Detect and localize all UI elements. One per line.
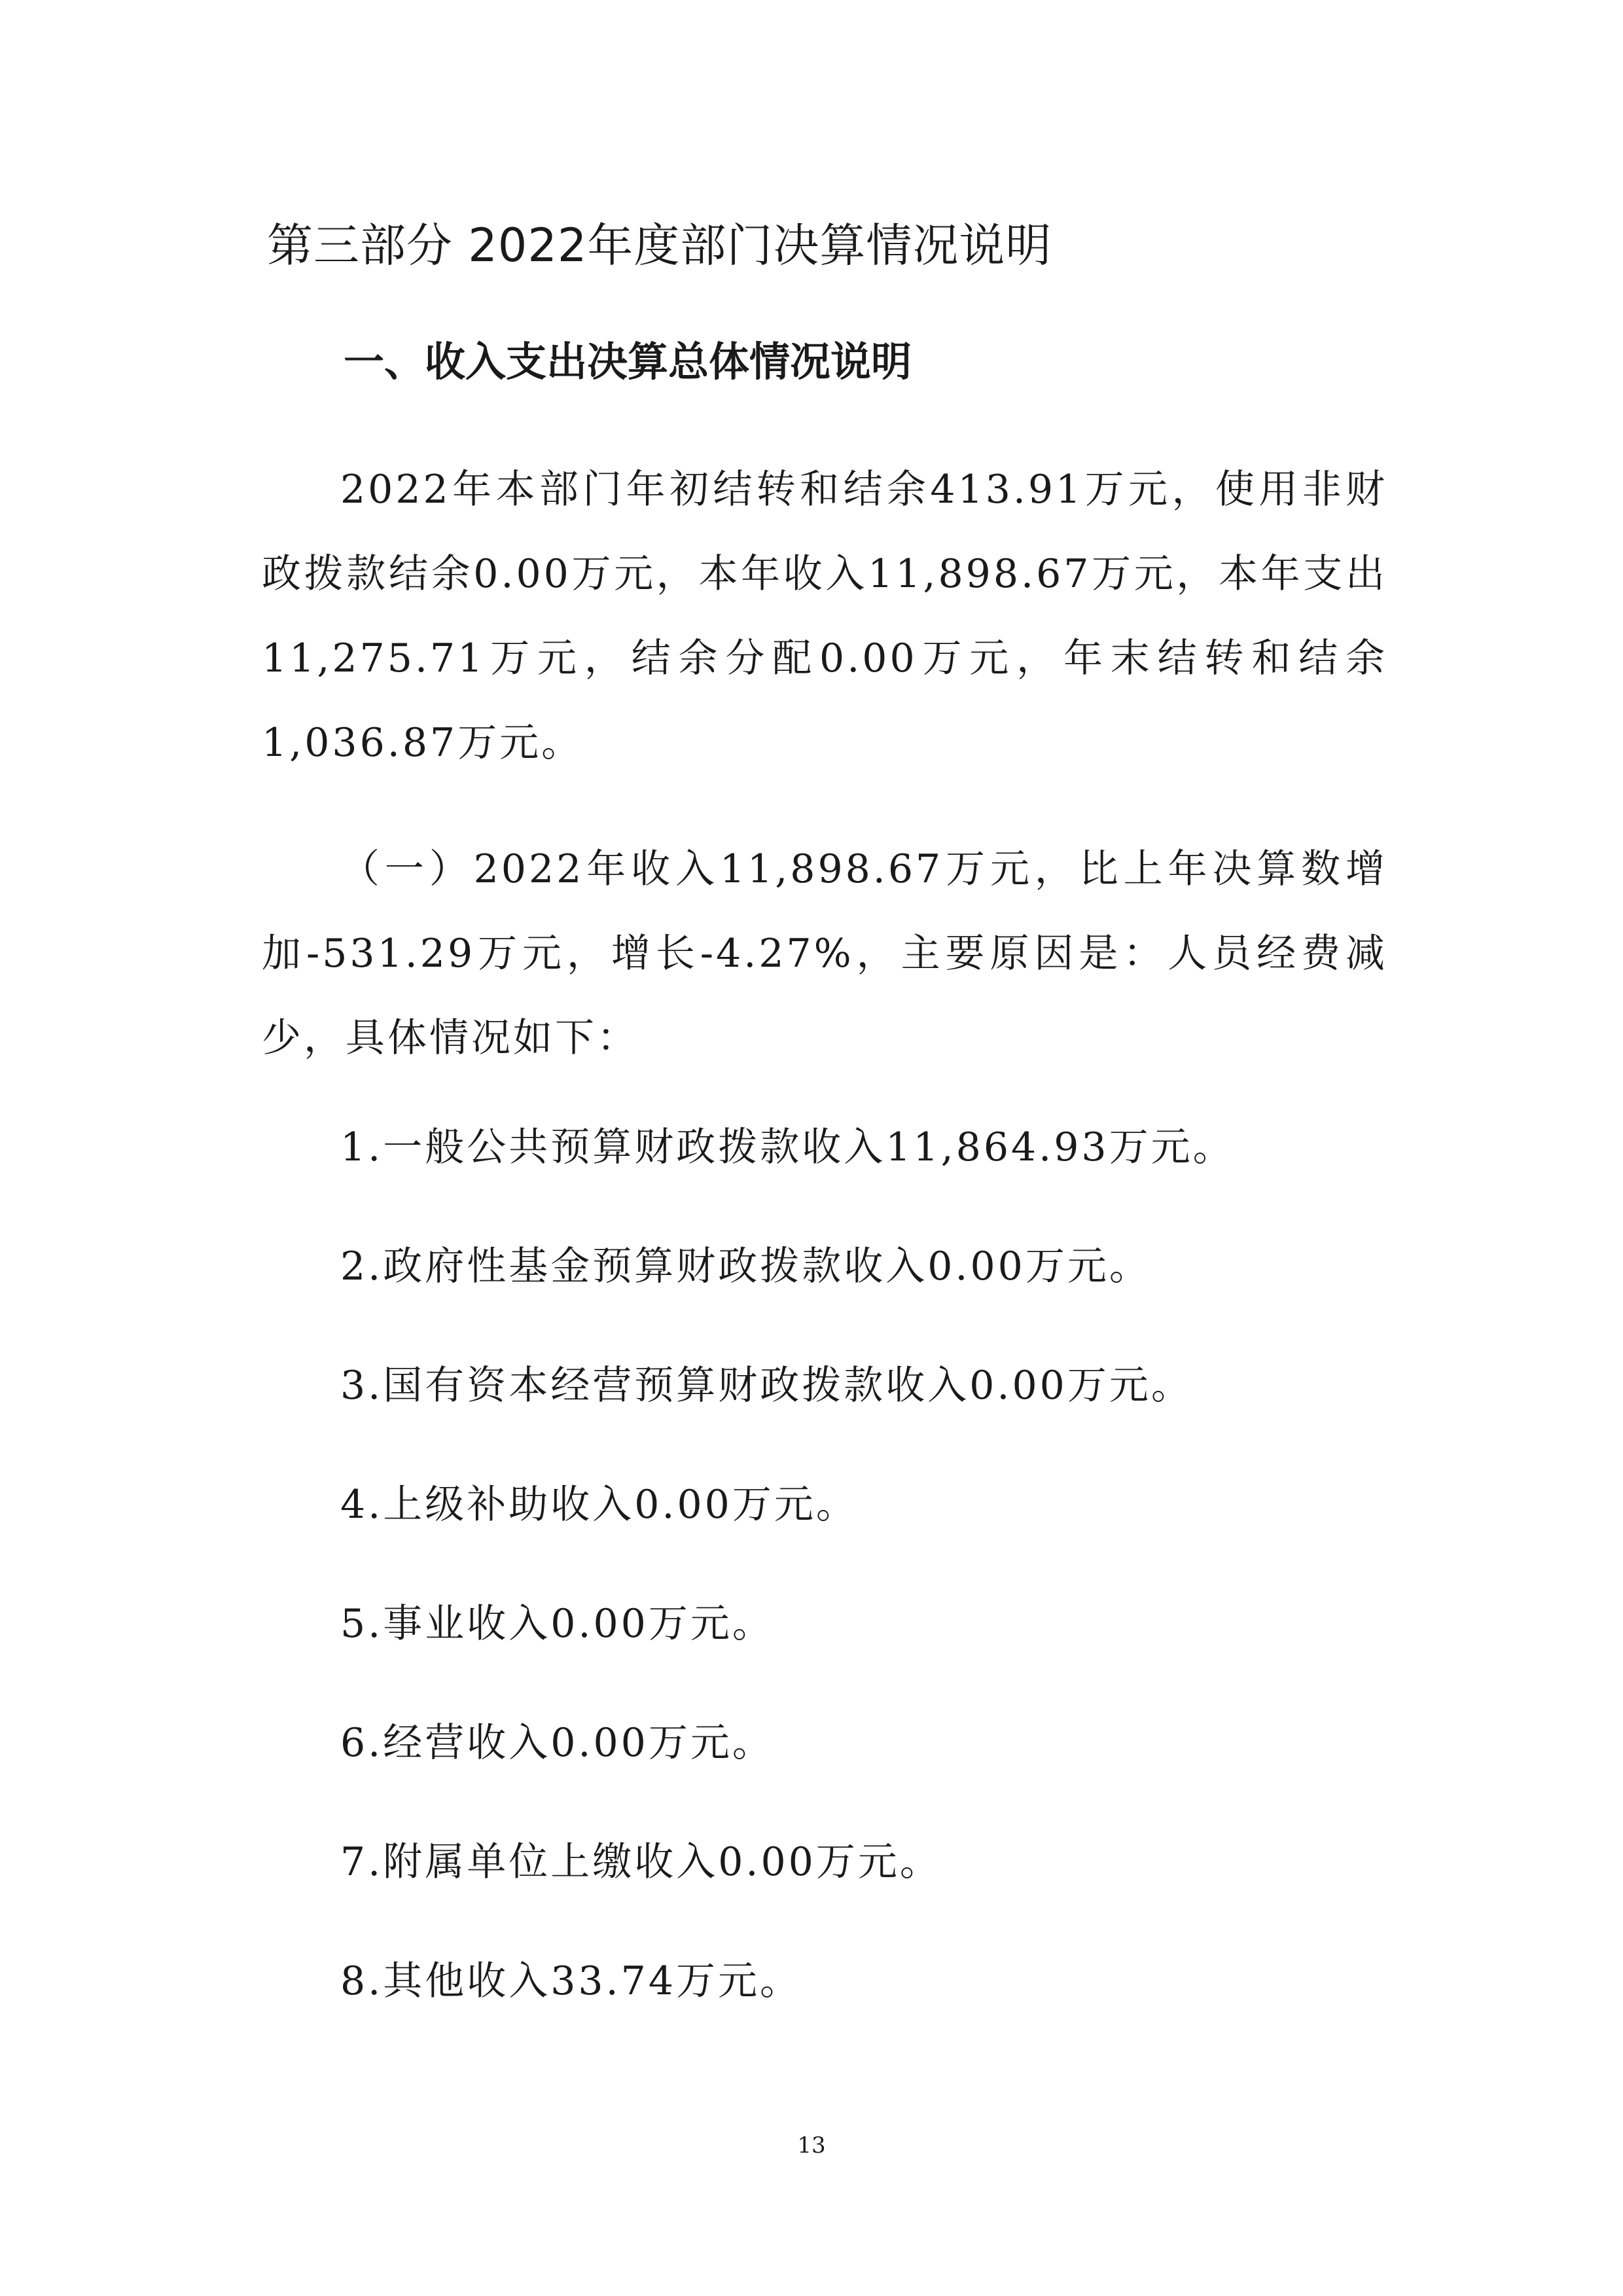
- part-title: 第三部分 2022年度部门决算情况说明: [267, 219, 1052, 272]
- income-item-government-fund: 2.政府性基金预算财政拨款收入0.00万元。: [340, 1244, 1151, 1289]
- income-item-general-budget: 1.一般公共预算财政拨款收入11,864.93万元。: [340, 1124, 1235, 1170]
- summary-paragraph: 2022年本部门年初结转和结余413.91万元，使用非财政拨款结余0.00万元，本年收入11,898.67万元，本年支出11,275.71万元，结余分配0.00万元，年末结转和结余1,036.87万元。: [262, 467, 1387, 766]
- income-item-superior-subsidy: 4.上级补助收入0.00万元。: [340, 1482, 858, 1528]
- income-item-list: [340, 1118, 1235, 2071]
- section-title: 一、收入支出决算总体情况说明: [344, 338, 912, 386]
- income-item-other: 8.其他收入33.74万元。: [340, 1958, 802, 2004]
- income-item-affiliated-unit: 7.附属单位上缴收入0.00万元。: [340, 1839, 942, 1885]
- page-number: 13: [797, 2132, 826, 2159]
- income-item-business: 5.事业收入0.00万元。: [340, 1601, 774, 1647]
- income-paragraph: （一）2022年收入11,898.67万元，比上年决算数增加-531.29万元，增长-4.27%，主要原因是：人员经费减少，具体情况如下：: [262, 846, 1387, 1061]
- income-item-state-capital: 3.国有资本经营预算财政拨款收入0.00万元。: [340, 1363, 1193, 1408]
- income-item-operating: 6.经营收入0.00万元。: [340, 1720, 774, 1766]
